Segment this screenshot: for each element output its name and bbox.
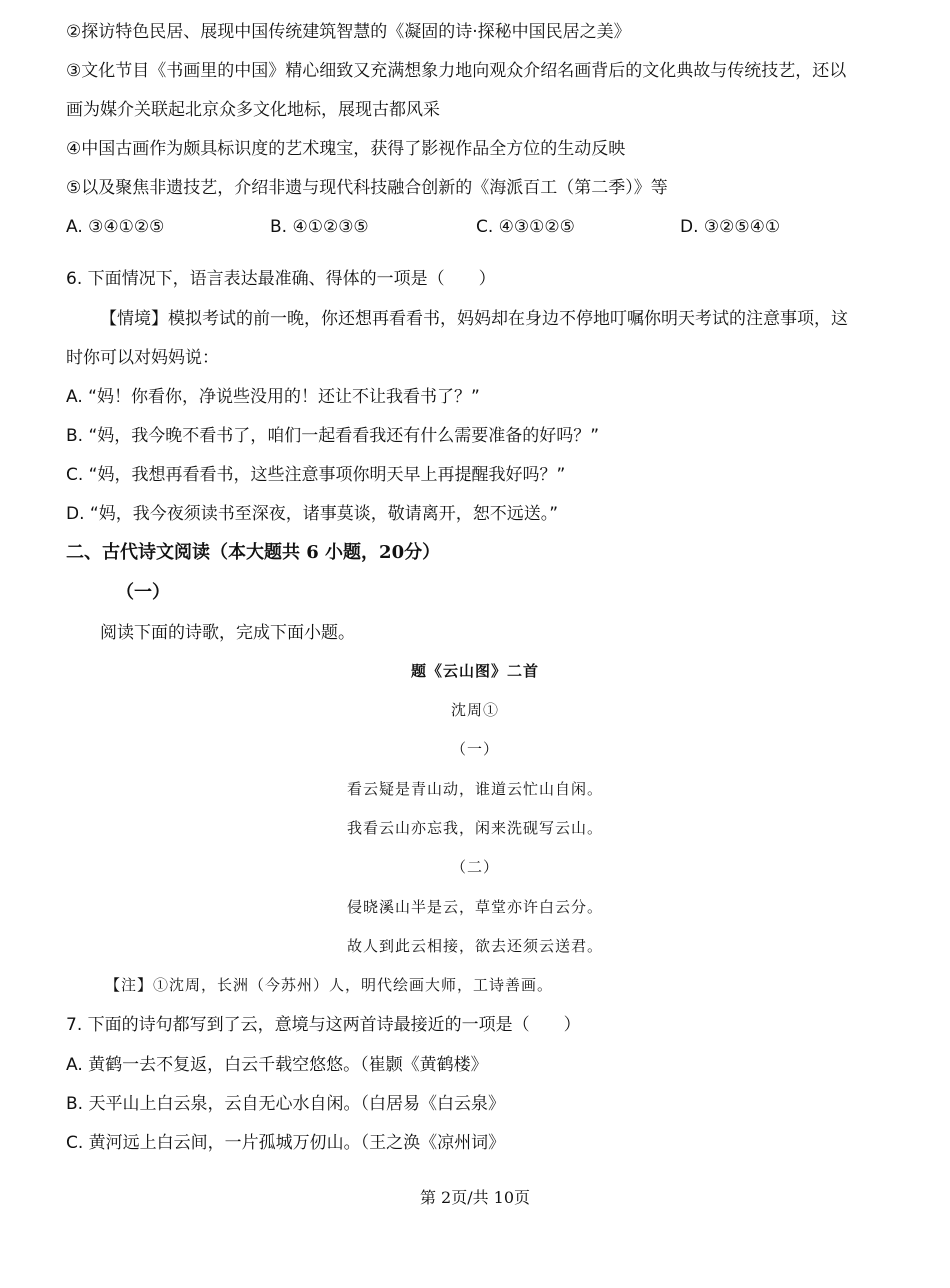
list-item-5: ⑤以及聚焦非遗技艺，介绍非遗与现代科技融合创新的《海派百工（第二季）》等 <box>66 178 668 198</box>
q7-option-c: C. 黄河远上白云间，一片孤城万仞山。（王之涣《凉州词》 <box>66 1133 506 1153</box>
q5-option-a: A. ③④①②⑤ <box>66 217 165 237</box>
list-item-3-continued: 画为媒介关联起北京众多文化地标，展现古都风采 <box>66 100 440 120</box>
list-item-4: ④中国古画作为颇具标识度的艺术瑰宝，获得了影视作品全方位的生动反映 <box>66 139 626 159</box>
poem-part1-label: （一） <box>450 740 499 758</box>
poem-line: 我看云山亦忘我，闲来洗砚写云山。 <box>346 819 603 837</box>
q5-option-d: D. ③②⑤④① <box>680 217 781 237</box>
poem-part2-label: （二） <box>450 858 499 876</box>
q7-stem: 7. 下面的诗句都写到了云，意境与这两首诗最接近的一项是（ ） <box>66 1015 581 1035</box>
q6-option-d: D. “妈，我今夜须读书至深夜，诸事莫谈，敬请离开，恕不远送。” <box>66 504 559 524</box>
q6-option-a: A. “妈！你看你，净说些没用的！还让不让我看书了？” <box>66 387 480 407</box>
poem-note: 【注】①沈周，长洲（今苏州）人，明代绘画大师，工诗善画。 <box>105 976 554 994</box>
section-sub-heading: （一） <box>116 582 170 603</box>
poem-line: 看云疑是青山动，谁道云忙山自闲。 <box>346 780 603 798</box>
q7-option-b: B. 天平山上白云泉，云自无心水自闲。（白居易《白云泉》 <box>66 1094 505 1114</box>
poem-title: 题《云山图》二首 <box>410 662 539 680</box>
poem-line: 侵晓溪山半是云，草堂亦许白云分。 <box>346 898 603 916</box>
q7-option-a: A. 黄鹤一去不复返，白云千载空悠悠。（崔颢《黄鹤楼》 <box>66 1055 488 1075</box>
page-footer: 第 2页/共 10页 <box>419 1188 531 1207</box>
q6-context-continued: 时你可以对妈妈说： <box>66 348 219 368</box>
q6-option-b: B. “妈，我今晚不看书了，咱们一起看看我还有什么需要准备的好吗？” <box>66 426 600 446</box>
list-item-2: ②探访特色民居、展现中国传统建筑智慧的《凝固的诗·探秘中国民居之美》 <box>66 22 631 42</box>
q5-options <box>66 215 826 239</box>
q5-option-b: B. ④①②③⑤ <box>270 217 369 237</box>
q5-option-c: C. ④③①②⑤ <box>476 217 575 237</box>
q6-option-c: C. “妈，我想再看看书，这些注意事项你明天早上再提醒我好吗？” <box>66 465 566 485</box>
poem-line: 故人到此云相接，欲去还须云送君。 <box>346 937 603 955</box>
reading-instruction: 阅读下面的诗歌，完成下面小题。 <box>100 623 355 643</box>
poem-author: 沈周① <box>450 701 499 719</box>
list-item-3: ③文化节目《书画里的中国》精心细致又充满想象力地向观众介绍名画背后的文化典故与传统技艺，还以 <box>66 61 847 81</box>
q6-stem: 6. 下面情况下，语言表达最准确、得体的一项是（ ） <box>66 269 496 289</box>
q6-context: 【情境】模拟考试的前一晚，你还想再看看书，妈妈却在身边不停地叮嘱你明天考试的注意事项，这 <box>100 309 848 329</box>
section-heading: 二、古代诗文阅读（本大题共 6 小题，20分） <box>66 542 441 563</box>
